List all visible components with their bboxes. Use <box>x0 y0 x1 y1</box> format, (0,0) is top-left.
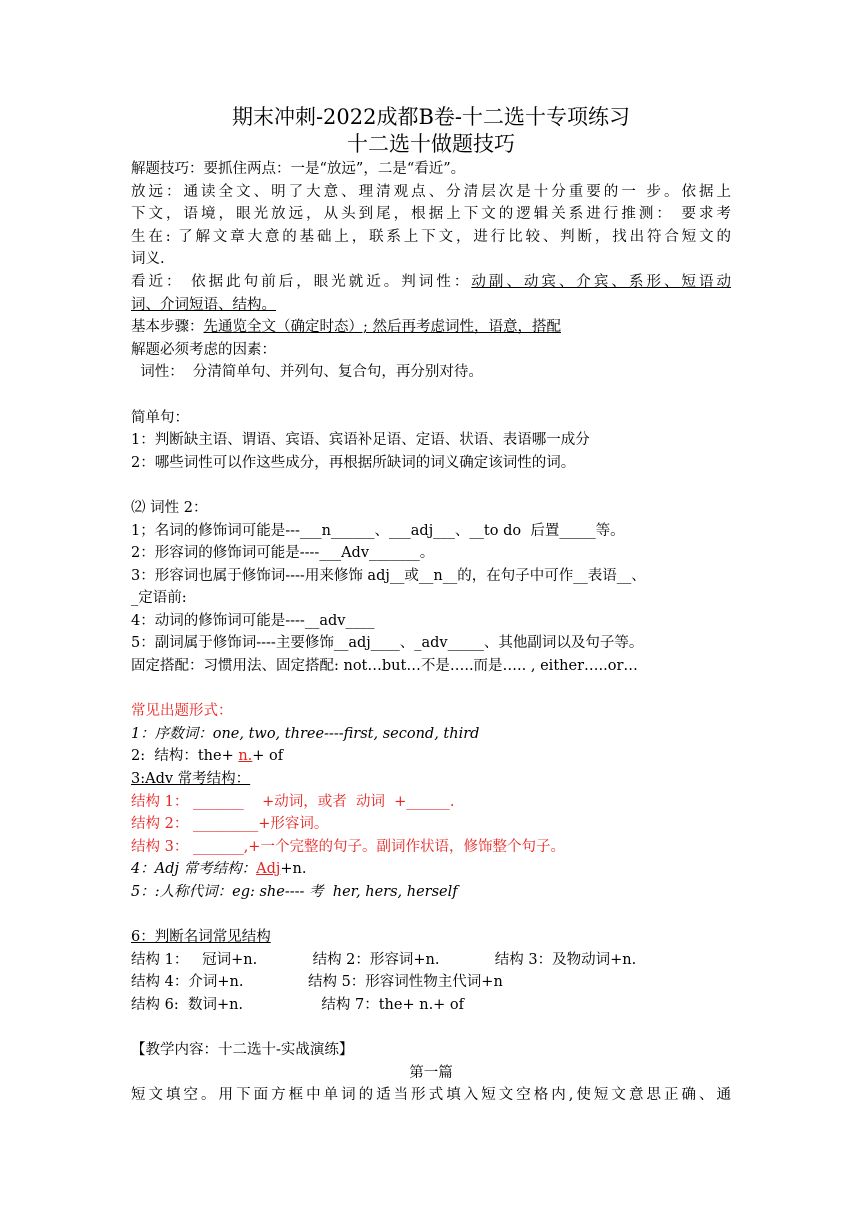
adj-line <box>131 858 731 881</box>
spacer <box>131 678 731 701</box>
structure-prefix: 2: 结构：the+ <box>131 748 239 765</box>
factors-line: 解题必须考虑的因素： <box>131 341 276 358</box>
structure-noun: n. <box>238 748 253 765</box>
far-line-2: 下文，语境，眼光放远，从头到尾，根据上下文的逻辑关系进行推测： 要求考 <box>131 206 731 223</box>
adv-heading <box>131 768 731 791</box>
near-line-2 <box>131 294 731 317</box>
near-line-1 <box>131 271 731 294</box>
adv-structure-2: 结构 2： _________+形容词。 <box>131 816 329 833</box>
tip-text: 要抓住两点：一是“放远”，二是“看近”。 <box>203 161 466 177</box>
spacer <box>131 384 731 407</box>
pos2-item-3b: _定语前: <box>131 590 187 607</box>
practice-heading: 【教学内容：十二选十-实战演练】 <box>131 1042 354 1059</box>
structure-suffix: + of <box>252 748 284 765</box>
pronoun-line: 5：:人称代词：eg: she---- 考 her, hers, herself <box>131 884 458 900</box>
simple-item-2: 2：哪些词性可以作这些成分，再根据所缺词的词义确定该词性的词。 <box>131 454 576 471</box>
simple-heading: 简单句： <box>131 409 189 426</box>
passage-number: 第一篇 <box>409 1064 453 1081</box>
pos-line: 词性： 分清简单句、并列句、复合句，再分别对待。 <box>131 364 483 381</box>
noun-row-3: 结构 6: 数词+n. 结构 7：the+ n.+ of <box>131 996 465 1013</box>
near-underlined-1: 动副、动宾、介宾、系形、短语动 <box>471 273 732 290</box>
adv-heading-text: 3:Adv 常考结构： <box>131 771 251 788</box>
far-line-1: 放远：通读全文、明了大意、理清观点、分清层次是十分重要的一 步。依据上 <box>131 183 731 200</box>
document-page <box>131 104 731 1107</box>
tip-label: 解题技巧： <box>131 161 204 177</box>
pos2-item-3a: 3：形容词也属于修饰词----用来修饰 adj__或__n__的，在句子中可作__表语__、 <box>131 567 646 584</box>
document-subtitle: 十二选十做题技巧 <box>347 132 515 156</box>
noun-row-2: 结构 4：介词+n. 结构 5：形容词性物主代词+n <box>131 974 503 991</box>
simple-item-1: 1：判断缺主语、谓语、宾语、宾语补足语、定语、状语、表语哪一成分 <box>131 432 590 449</box>
tip-line <box>131 158 731 181</box>
adv-structure-3: 结构 3： _______,+一个完整的句子。副词作状语，修饰整个句子。 <box>131 838 565 855</box>
far-line-4: 词义. <box>131 251 165 268</box>
adj-underlined: Adj <box>256 861 281 878</box>
structure-line <box>131 745 731 768</box>
adv-structure-1: 结构 1： _______ +动词，或者 动词 +______. <box>131 793 455 810</box>
fixed-collocation-line: 固定搭配：习惯用法、固定搭配: not…but…不是…..而是….. , either…..or… <box>131 658 638 675</box>
spacer <box>131 904 731 927</box>
near-underlined-2: 词、介词短语、结构。 <box>131 296 276 313</box>
far-line-3: 生在: 了解文章大意的基础上，联系上下文，进行比较、判断，找出符合短文的 <box>131 228 731 245</box>
steps-text: 先通览全文（确定时态）; 然后再考虑词性，语意，搭配 <box>203 319 561 336</box>
adj-suffix: +n. <box>280 861 307 878</box>
practice-instruction: 短文填空。用下面方框中单词的适当形式填入短文空格内,使短文意思正确、通 <box>131 1087 731 1104</box>
document-title: 期末冲刺-2022成都B卷-十二选十专项练习 <box>231 105 631 129</box>
pos2-item-1: 1；名词的修饰词可能是---___n______、___adj___、__to do 后置_____等。 <box>131 522 625 539</box>
steps-label: 基本步骤： <box>131 319 204 336</box>
forms-heading: 常见出题形式： <box>131 703 233 720</box>
spacer <box>131 1017 731 1040</box>
ordinal-line: 1：序数词：one, two, three----first, second, third <box>131 725 480 742</box>
spacer <box>131 474 731 497</box>
pos2-item-5: 5：副词属于修饰词----主要修饰__adj____、_adv_____、其他副词以及句子等。 <box>131 635 644 652</box>
pos2-heading: ⑵ 词性 2： <box>131 499 208 516</box>
noun-row-1: 结构 1： 冠词+n. 结构 2：形容词+n. 结构 3：及物动词+n. <box>131 951 637 968</box>
noun-heading-text: 6：判断名词常见结构 <box>131 929 271 946</box>
steps-line <box>131 316 731 339</box>
pos2-item-4: 4：动词的修饰词可能是----__adv____ <box>131 612 375 629</box>
adj-prefix: 4：Adj 常考结构： <box>131 861 257 878</box>
pos2-item-2: 2：形容词的修饰词可能是----___Adv_______。 <box>131 545 435 562</box>
noun-heading <box>131 926 731 949</box>
near-prefix: 看近： 依据此句前后，眼光就近。判词性： <box>131 273 472 290</box>
